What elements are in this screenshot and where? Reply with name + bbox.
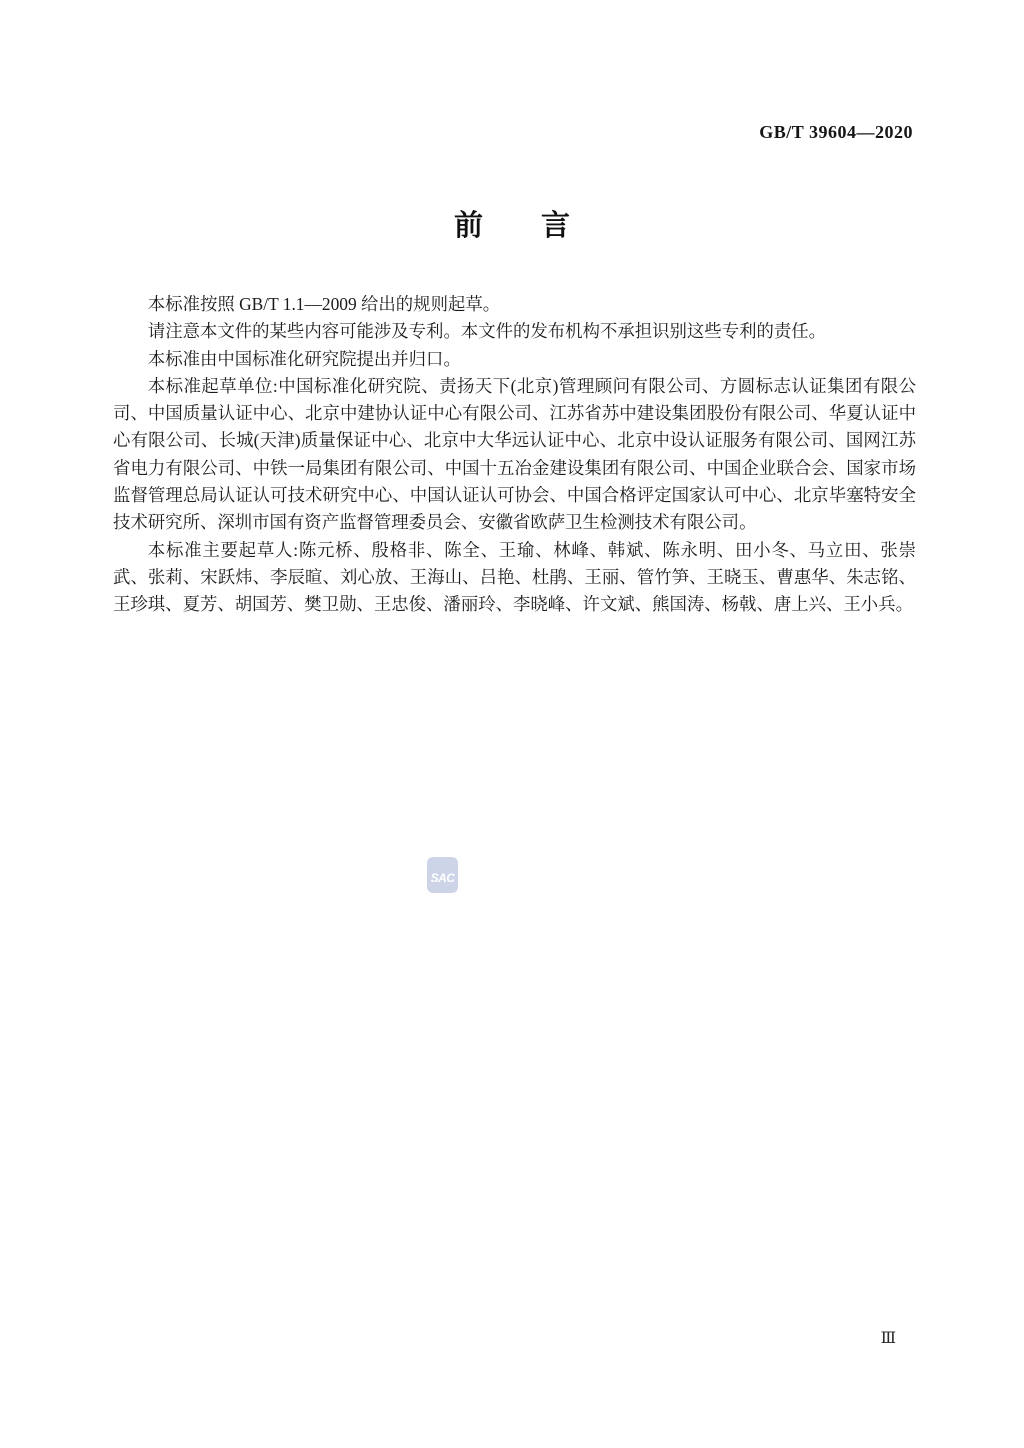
page-title: 前 言 [453, 210, 570, 242]
foreword-body [113, 291, 916, 619]
sac-watermark-text: SAC [430, 871, 455, 885]
paragraph-drafting-organizations: 本标准起草单位:中国标准化研究院、责扬天下(北京)管理顾问有限公司、方圆标志认证集团有限公司、中国质量认证中心、北京中建协认证中心有限公司、江苏省苏中建设集团股份有限公司、华夏认证中心有限公司、长城(天津)质量保证中心、北京中大华远认证中心、北京中设认证服务有限公司、国网江苏省电力有限公司、中铁一局集团有限公司、中国十五冶金建设集团有限公司、中国企业联合会、国家市场监督管理总局认证认可技术研究中心、中国认证认可协会、中国合格评定国家认可中心、北京毕塞特安全技术研究所、深圳市国有资产监督管理委员会、安徽省欧萨卫生检测技术有限公司。 [113, 375, 916, 533]
paragraph-patent-notice: 请注意本文件的某些内容可能涉及专利。本文件的发布机构不承担识别这些专利的责任。 [147, 321, 827, 342]
standard-number: GB/T 39604—2020 [759, 122, 913, 142]
sac-watermark-badge [427, 857, 458, 893]
paragraph-drafting-rules: 本标准按照 GB/T 1.1—2009 给出的规则起草。 [147, 294, 501, 314]
paragraph-proposing-body: 本标准由中国标准化研究院提出并归口。 [147, 348, 461, 369]
page-number: Ⅲ [880, 1330, 896, 1347]
paragraph-main-drafters: 本标准主要起草人:陈元桥、殷格非、陈全、王瑜、林峰、韩斌、陈永明、田小冬、马立田、张崇武、张莉、宋跃炜、李辰暄、刘心放、王海山、吕艳、杜鹃、王丽、管竹笋、王晓玉、曹惠华、朱志铭、王珍琪、夏芳、胡国芳、樊卫勋、王忠俊、潘丽玲、李晓峰、许文斌、熊国涛、杨戟、唐上兴、王小兵。 [113, 539, 916, 615]
